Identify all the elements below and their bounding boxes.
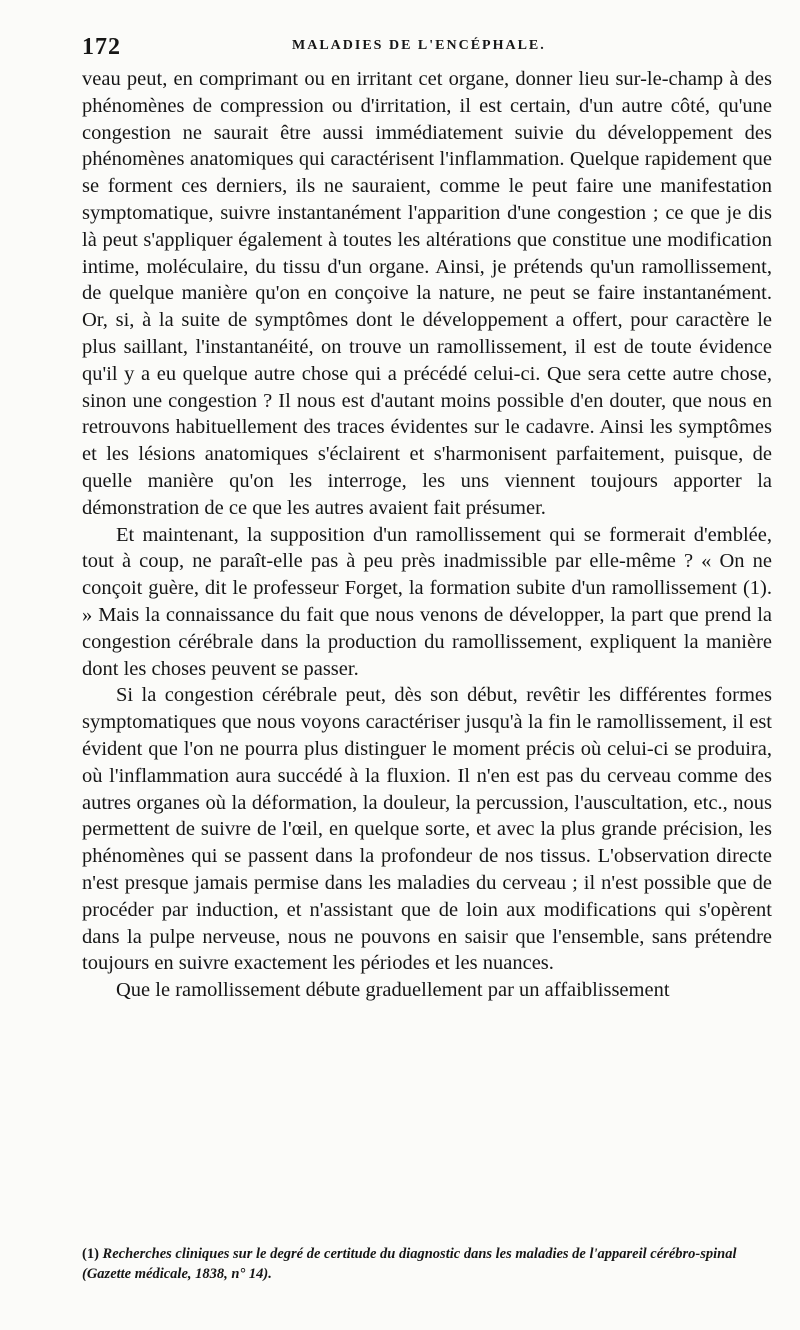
paragraph: Que le ramollissement débute graduellement par un affaiblissement <box>116 979 670 1002</box>
running-head <box>82 34 772 64</box>
paragraph: Et maintenant, la supposition d'un ramollissement qui se formerait d'emblée, tout à coup, ne paraît-elle pas à peu près inadmissible par elle-même ? « On ne conçoit guère, dit le professeur Forget, la formation subite d'un ramollissement (1). » Mais la connaissance du fait que nous venons de développer, la part que prend la congestion cérébrale dans la production du ramollissement, expliquent la manière dont les choses peuvent se passer. <box>82 523 772 680</box>
footnote-text: Recherches cliniques sur le degré de certitude du diagnostic dans les maladies de l'appareil cérébro-spinal (Gazette médicale, 1838, n° 14). <box>82 1246 737 1282</box>
paragraph-continuation: veau peut, en comprimant ou en irritant cet organe, donner lieu sur-le-champ à des phénomènes de compression ou d'irritation, il est certain, d'un autre côté, qu'une congestion ne saurait être aussi immédiatement suivie du développement des phénomènes anatomiques qui caractérisent l'inflammation. Quelque rapidement que se forment ces derniers, ils ne sauraient, comme le peut faire une manifestation symptomatique, suivre instantanément l'apparition d'une congestion ; ce que je dis là peut s'appliquer également à toutes les altérations que constitue une modification intime, moléculaire, du tissu d'un organe. Ainsi, je prétends qu'un ramollissement, de quelque manière qu'on en conçoive la nature, ne peut se faire instantanément. Or, si, à la suite de symptômes dont le développement a offert, pour caractère le plus saillant, l'instantanéité, on trouve un ramollissement, il est de toute évidence qu'il y a eu quelque autre chose qui a précédé celui-ci. Que sera cette autre chose, sinon une congestion ? Il nous est d'autant moins possible d'en douter, que nous en retrouvons habituellement des traces évidentes sur le cadavre. Ainsi les symptômes et les lésions anatomiques s'éclairent et s'harmonisent parfaitement, puisque, de quelle manière qu'on les interroge, les uns viennent toujours apporter la démonstration de ce que les autres avaient fait présumer. <box>82 68 772 519</box>
footnote <box>82 1244 777 1284</box>
paragraph: Si la congestion cérébrale peut, dès son début, revêtir les différentes formes symptomatiques que nous voyons caractériser jusqu'à la fin le ramollissement, il est évident que l'on ne pourra plus distinguer le moment précis où celui-ci se produira, où l'inflammation aura succédé à la fluxion. Il n'en est pas du cerveau comme des autres organes où la déformation, la douleur, la percussion, l'auscultation, etc., nous permettent de suivre de l'œil, en quelque sorte, et avec la plus grande précision, les phénomènes qui se passent dans la profondeur de nos tissus. L'observation directe n'est presque jamais permise dans les maladies du cerveau ; il n'est possible que de procéder par induction, et n'assistant que de loin aux modifications qui s'opèrent dans la pulpe nerveuse, nous ne pouvons en saisir que l'ensemble, sans prétendre toujours en suivre exactement les périodes et les nuances. <box>82 684 772 975</box>
page-number: 172 <box>82 34 121 60</box>
running-title: MALADIES DE L'ENCÉPHALE. <box>292 38 546 53</box>
footnote-marker: (1) <box>82 1246 99 1262</box>
body-text <box>82 66 772 1004</box>
